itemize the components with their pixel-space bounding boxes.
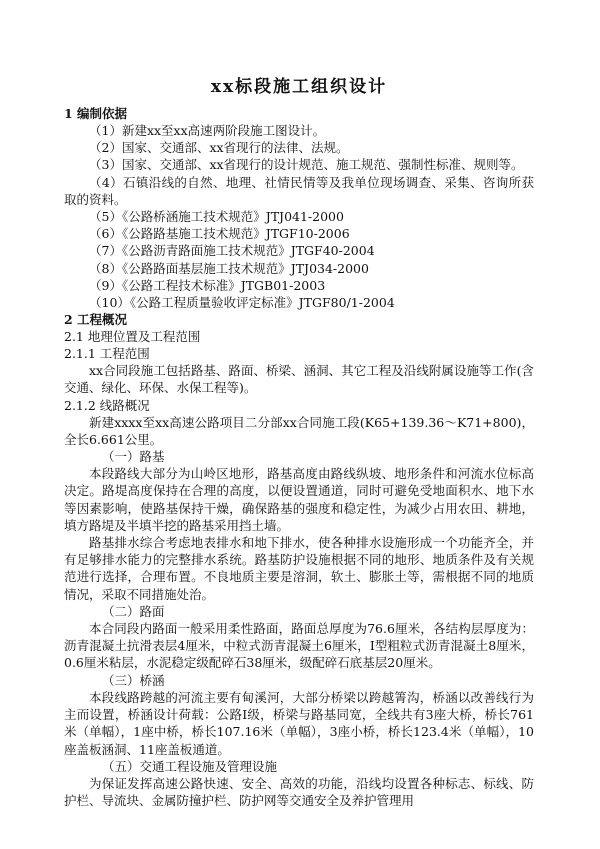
section-heading: 2 工程概况	[64, 312, 128, 328]
list-item: （8）《公路路面基层施工技术规范》JTJ034-2000	[89, 260, 369, 276]
list-item: （9）《公路工程技术标准》JTGB01-2003	[89, 277, 326, 293]
paragraph: 为保证发挥高速公路快速、安全、高效的功能，沿线均设置各种标志、标线、防护栏、导流块、金属防撞护栏、防护网等交通安全及养护管理用	[64, 775, 534, 809]
subheading: （二）路面	[102, 603, 165, 619]
subsection-heading: 2.1.2 线路概况	[64, 397, 150, 413]
subsection-heading: 2.1 地理位置及工程范围	[64, 329, 201, 345]
list-item: （1）新建xx至xx高速两阶段施工图设计。	[89, 123, 326, 138]
paragraph: 本合同段内路面一般采用柔性路面，路面总厚度为76.6厘米，各结构层厚度为：沥青混凝土抗滑表层4厘米，中粒式沥青混凝土6厘米，I型粗粒式沥青混凝土8厘米，0.6厘米粘层，水泥稳定级配碎石38厘米，级配碎石底基层20厘米。	[64, 621, 534, 671]
document-title: xx标段施工组织设计	[210, 77, 388, 97]
list-item: （10）《公路工程质量验收评定标准》JTGF80/1-2004	[89, 295, 395, 311]
list-item: （5）《公路桥涵施工技术规范》JTJ041-2000	[89, 209, 344, 225]
list-item: （6）《公路路基施工技术规范》JTGF10-2006	[89, 226, 350, 242]
paragraph: 本段线路跨越的河流主要有甸溪河，大部分桥梁以跨越箐沟，桥涵以改善线行为主而设置，桥涵设计荷载：公路Ⅰ级，桥梁与路基同宽，全线共有3座大桥，桥长761米（单幅），1座中桥，桥长107.16米（单幅），3座小桥，桥长123.4米（单幅），10座盖板涵洞、11座盖板通道。	[64, 689, 534, 757]
subheading: （五）交通工程设施及管理设施	[102, 758, 278, 774]
paragraph: xx合同段施工包括路基、路面、桥梁、涵洞、其它工程及沿线附属设施等工作(含交通、绿化、环保、水保工程等)。	[64, 363, 534, 396]
list-item: （4）石镇沿线的自然、地理、社情民情等及我单位现场调查、采集、咨询所获取的资料。	[64, 174, 534, 207]
list-item: （3）国家、交通部、xx省现行的设计规范、施工规范、强制性标准、规则等。	[89, 157, 524, 173]
section-heading: 1 编制依据	[64, 106, 128, 121]
paragraph: 路基排水综合考虑地表排水和地下排水，使各种排水设施形成一个功能齐全，并有足够排水能力的完整排水系统。路基防护设施根据不同的地形、地质条件及有关规范进行选择，合理布置。不良地质主要是溶洞，软土、膨胀土等，需根据不同的地质情况，采取不同措施处治。	[64, 535, 534, 602]
list-item: （7）《公路沥青路面施工技术规范》JTGF40-2004	[89, 243, 375, 259]
paragraph: 新建xxxx至xx高速公路项目二分部xx合同施工段(K65+139.36～K71+800)，全长6.661公里。	[64, 414, 534, 447]
document-page	[64, 72, 534, 809]
subheading: （三）桥涵	[102, 672, 165, 688]
list-item: （2）国家、交通部、xx省现行的法律、法规。	[89, 140, 349, 156]
subsection-heading: 2.1.1 工程范围	[64, 346, 150, 362]
paragraph: 本段路线大部分为山岭区地形，路基高度由路线纵坡、地形条件和河流水位标高决定。路堤高度保持在合理的高度，以便设置通道，同时可避免受地面积水、地下水等因素影响，使路基保持干燥，确保路基的强度和稳定性，为减少占用农田、耕地，填方路堤及半填半挖的路基采用挡土墙。	[64, 466, 534, 533]
subheading: （一）路基	[102, 449, 165, 465]
